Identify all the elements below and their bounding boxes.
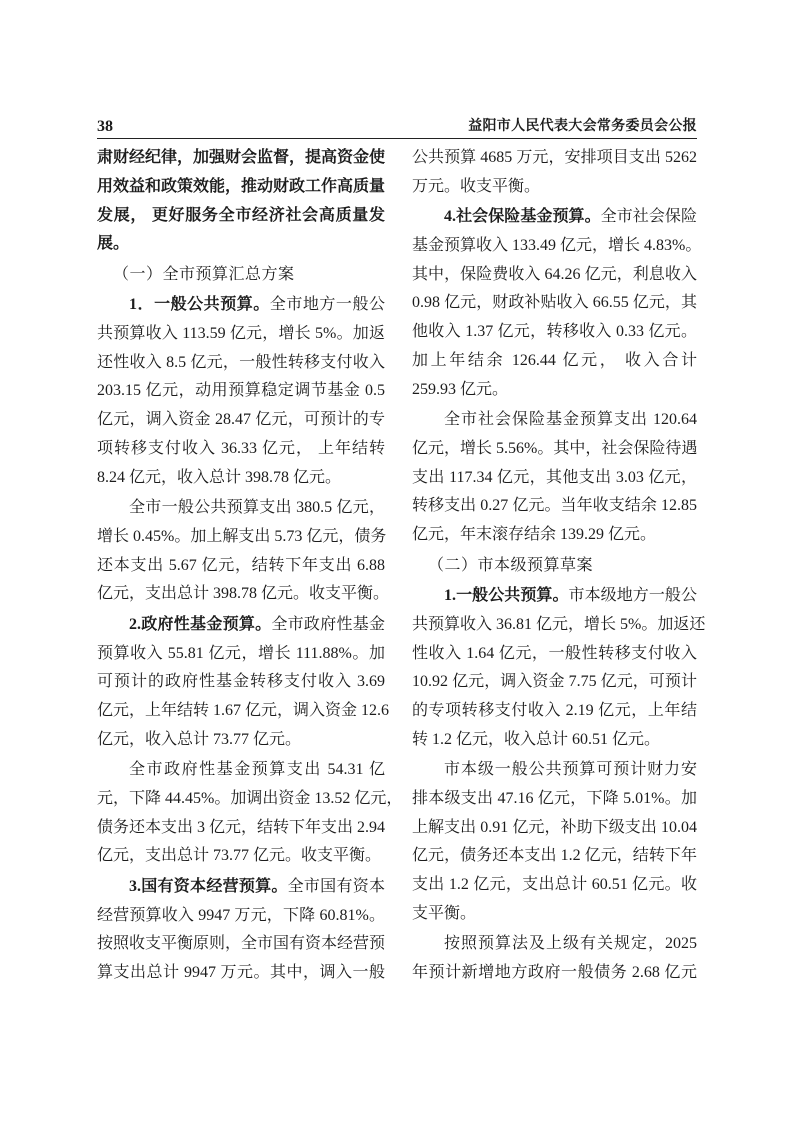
text-line	[412, 582, 697, 611]
text-line	[97, 464, 385, 493]
line-text: 市本级一般公共预算可预计财力安	[444, 761, 697, 779]
line-text: 性收入 1.64 亿元，一般性转移支付收入	[412, 644, 697, 662]
line-text: 按照预算法及上级有关规定，2025	[444, 935, 697, 953]
line-text: 全市国有资本	[287, 877, 385, 895]
text-line	[412, 521, 697, 550]
text-line	[412, 203, 697, 232]
text-line	[412, 492, 697, 521]
text-line	[97, 902, 385, 931]
publication-title: 益阳市人民代表大会常务委员会公报	[468, 119, 697, 134]
paragraph	[97, 873, 385, 988]
paragraph-lead-heading: 3.国有资本经营预算。	[129, 877, 288, 895]
left-column	[97, 144, 403, 988]
line-text: 债务还本支出 3 亿元，结转下年支出 2.94	[97, 818, 386, 836]
paragraph-lead-heading: 2.政府性基金预算。	[129, 615, 272, 633]
text-line	[412, 959, 697, 988]
text-line	[97, 173, 385, 202]
text-line	[97, 785, 403, 814]
line-text: 肃财经纪律，加强财会监督，提高资金使	[97, 149, 386, 166]
line-text: 经营预算收入 9947 万元，下降 60.81%。	[97, 906, 385, 924]
line-text: 亿元，增长 5.56%。其中，社会保险待遇	[412, 439, 698, 457]
line-text: 还本支出 5.67 亿元，结转下年支出 6.88	[97, 556, 385, 574]
line-text: 上解支出 0.91 亿元，补助下级支出 10.04	[412, 818, 697, 836]
section-heading	[412, 552, 697, 581]
line-text: 按照收支平衡原则，全市国有资本经营预	[97, 935, 386, 953]
right-column	[412, 144, 706, 988]
text-line	[97, 959, 385, 988]
line-text: 亿元，年末滚存结余 139.29 亿元。	[412, 526, 657, 544]
line-text: 用效益和政策效能，推动财政工作高质量	[97, 177, 386, 195]
line-text: 转移支出 0.27 亿元。当年收支结余 12.85	[412, 497, 697, 515]
text-line	[412, 900, 697, 929]
line-text: 全市社会保险基金预算支出 120.64	[444, 411, 697, 429]
text-line	[97, 756, 385, 785]
line-text: 亿元，支出总计 398.78 亿元。收支平衡。	[97, 585, 390, 603]
paragraph	[412, 756, 697, 929]
paragraph	[412, 930, 697, 988]
section-heading	[97, 261, 385, 290]
line-text: 共预算收入 36.81 亿元，增长 5%。加返还	[412, 615, 706, 633]
text-line	[97, 726, 385, 755]
line-text: 全市地方一般公	[269, 296, 385, 314]
line-text: 支平衡。	[412, 904, 477, 922]
paragraph	[412, 203, 702, 404]
line-text: 的专项转移支付收入 2.19 亿元，上年结	[412, 702, 697, 719]
text-line	[97, 144, 385, 173]
line-text: 预算收入 55.81 亿元，增长 111.88%。加	[97, 644, 385, 662]
text-line	[97, 552, 385, 581]
line-text: 市本级地方一般公	[568, 587, 697, 604]
line-text: 公共预算 4685 万元，安排项目支出 5262	[412, 149, 697, 166]
line-text: 共预算收入 113.59 亿元，增长 5%。加返	[97, 324, 385, 342]
text-line	[412, 697, 697, 726]
line-text: 0.98 亿元，财政补贴收入 66.55 亿元，其	[412, 294, 697, 312]
text-line	[97, 814, 385, 843]
line-text: 亿元，支出总计 73.77 亿元。收支平衡。	[97, 847, 382, 865]
paragraph	[412, 406, 697, 550]
text-line	[412, 640, 697, 669]
page-number: 38	[97, 118, 113, 135]
text-line	[97, 611, 385, 640]
text-line	[412, 726, 697, 755]
text-line	[97, 873, 385, 902]
line-text: （一）全市预算汇总方案	[113, 265, 295, 283]
text-line	[97, 930, 385, 959]
line-text: 全市一般公共预算支出 380.5 亿元，	[129, 499, 385, 517]
line-text: 10.92 亿元，调入资金 7.75 亿元，可预计	[412, 673, 697, 691]
line-text: 亿元，调入资金 28.47 亿元，可预计的专	[97, 411, 385, 429]
text-line	[97, 640, 385, 669]
paragraph	[97, 756, 403, 871]
text-line	[97, 842, 385, 871]
text-line	[97, 435, 385, 464]
paragraph	[97, 144, 385, 259]
line-text: 排本级支出 47.16 亿元，下降 5.01%。加	[412, 789, 697, 807]
line-text: 203.15 亿元，动用预算稳定调节基金 0.5	[97, 382, 385, 400]
text-line	[412, 842, 697, 871]
line-text: 支出 117.34 亿元，其他支出 3.03 亿元，	[412, 468, 697, 486]
paragraph	[412, 582, 706, 755]
line-text: 8.24 亿元，收入总计 398.78 亿元。	[97, 468, 342, 486]
line-text: 全市政府性基金	[271, 615, 385, 633]
text-line	[97, 494, 385, 523]
text-line	[412, 814, 697, 843]
paragraph-lead-heading: 1.一般公共预算。	[444, 587, 569, 604]
text-line	[412, 611, 706, 640]
line-text: 项转移支付收入 36.33 亿元， 上年结转	[97, 439, 385, 457]
text-line	[412, 668, 697, 697]
line-text: 万元。收支平衡。	[412, 177, 541, 195]
line-text: 元，下降 44.45%。加调出资金 13.52 亿元，	[97, 789, 403, 807]
text-line	[412, 871, 697, 900]
line-text: 支出 1.2 亿元，支出总计 60.51 亿元。收	[412, 876, 697, 894]
line-text: 可预计的政府性基金转移支付收入 3.69	[97, 673, 385, 691]
paragraph	[97, 494, 390, 609]
line-text: 展。	[97, 235, 130, 253]
text-line	[97, 349, 385, 378]
text-line	[412, 376, 697, 405]
paragraph-lead-heading: 1．一般公共预算。	[129, 296, 270, 314]
text-line	[97, 261, 385, 290]
text-line	[97, 668, 385, 697]
line-text: 他收入 1.37 亿元，转移收入 0.33 亿元。	[412, 323, 697, 341]
text-line	[412, 406, 697, 435]
line-text: 增长 0.45%。加上解支出 5.73 亿元，债务	[97, 527, 387, 545]
text-line	[412, 144, 697, 173]
text-line	[412, 261, 697, 290]
line-text: 转 1.2 亿元，收入总计 60.51 亿元。	[412, 730, 661, 748]
line-text: 其中，保险费收入 64.26 亿元，利息收入	[412, 265, 697, 283]
paragraph	[97, 611, 390, 755]
text-line	[412, 930, 697, 959]
line-text: 加上年结余 126.44 亿元， 收入合计	[412, 351, 697, 369]
text-line	[97, 523, 385, 552]
line-text: 基金预算收入 133.49 亿元，增长 4.83%。	[412, 236, 702, 254]
text-line	[97, 580, 390, 609]
text-line	[97, 406, 385, 435]
text-line	[412, 785, 697, 814]
text-line	[412, 232, 702, 261]
text-line	[412, 347, 697, 376]
text-line	[97, 202, 385, 231]
text-line	[97, 320, 385, 349]
line-text: 259.93 亿元。	[412, 380, 509, 398]
text-line	[412, 289, 697, 318]
line-text: 全市政府性基金预算支出 54.31 亿	[129, 761, 385, 779]
line-text: 亿元，上年结转 1.67 亿元，调入资金 12.6	[97, 702, 390, 719]
line-text: 亿元，债务还本支出 1.2 亿元，结转下年	[412, 847, 697, 865]
text-line	[412, 173, 697, 202]
text-line	[97, 230, 385, 259]
text-line	[412, 435, 697, 464]
page-header	[97, 116, 697, 139]
paragraph	[97, 291, 385, 492]
line-text: 亿元，收入总计 73.77 亿元。	[97, 730, 302, 748]
text-line	[412, 318, 697, 347]
line-text: 还性收入 8.5 亿元，一般性转移支付收入	[97, 353, 385, 371]
text-line	[412, 464, 697, 493]
text-line	[412, 756, 697, 785]
text-line	[97, 291, 385, 320]
line-text: 全市社会保险	[600, 208, 697, 226]
text-line	[97, 377, 385, 406]
line-text: 年预计新增地方政府一般债务 2.68 亿元	[412, 964, 697, 982]
paragraph	[412, 144, 697, 202]
line-text: （二）市本级预算草案	[428, 556, 594, 574]
paragraph-lead-heading: 4.社会保险基金预算。	[444, 208, 601, 226]
text-line	[412, 552, 697, 581]
text-line	[97, 697, 390, 726]
line-text: 发展， 更好服务全市经济社会高质量发	[97, 206, 385, 224]
line-text: 算支出总计 9947 万元。其中，调入一般	[97, 964, 385, 982]
